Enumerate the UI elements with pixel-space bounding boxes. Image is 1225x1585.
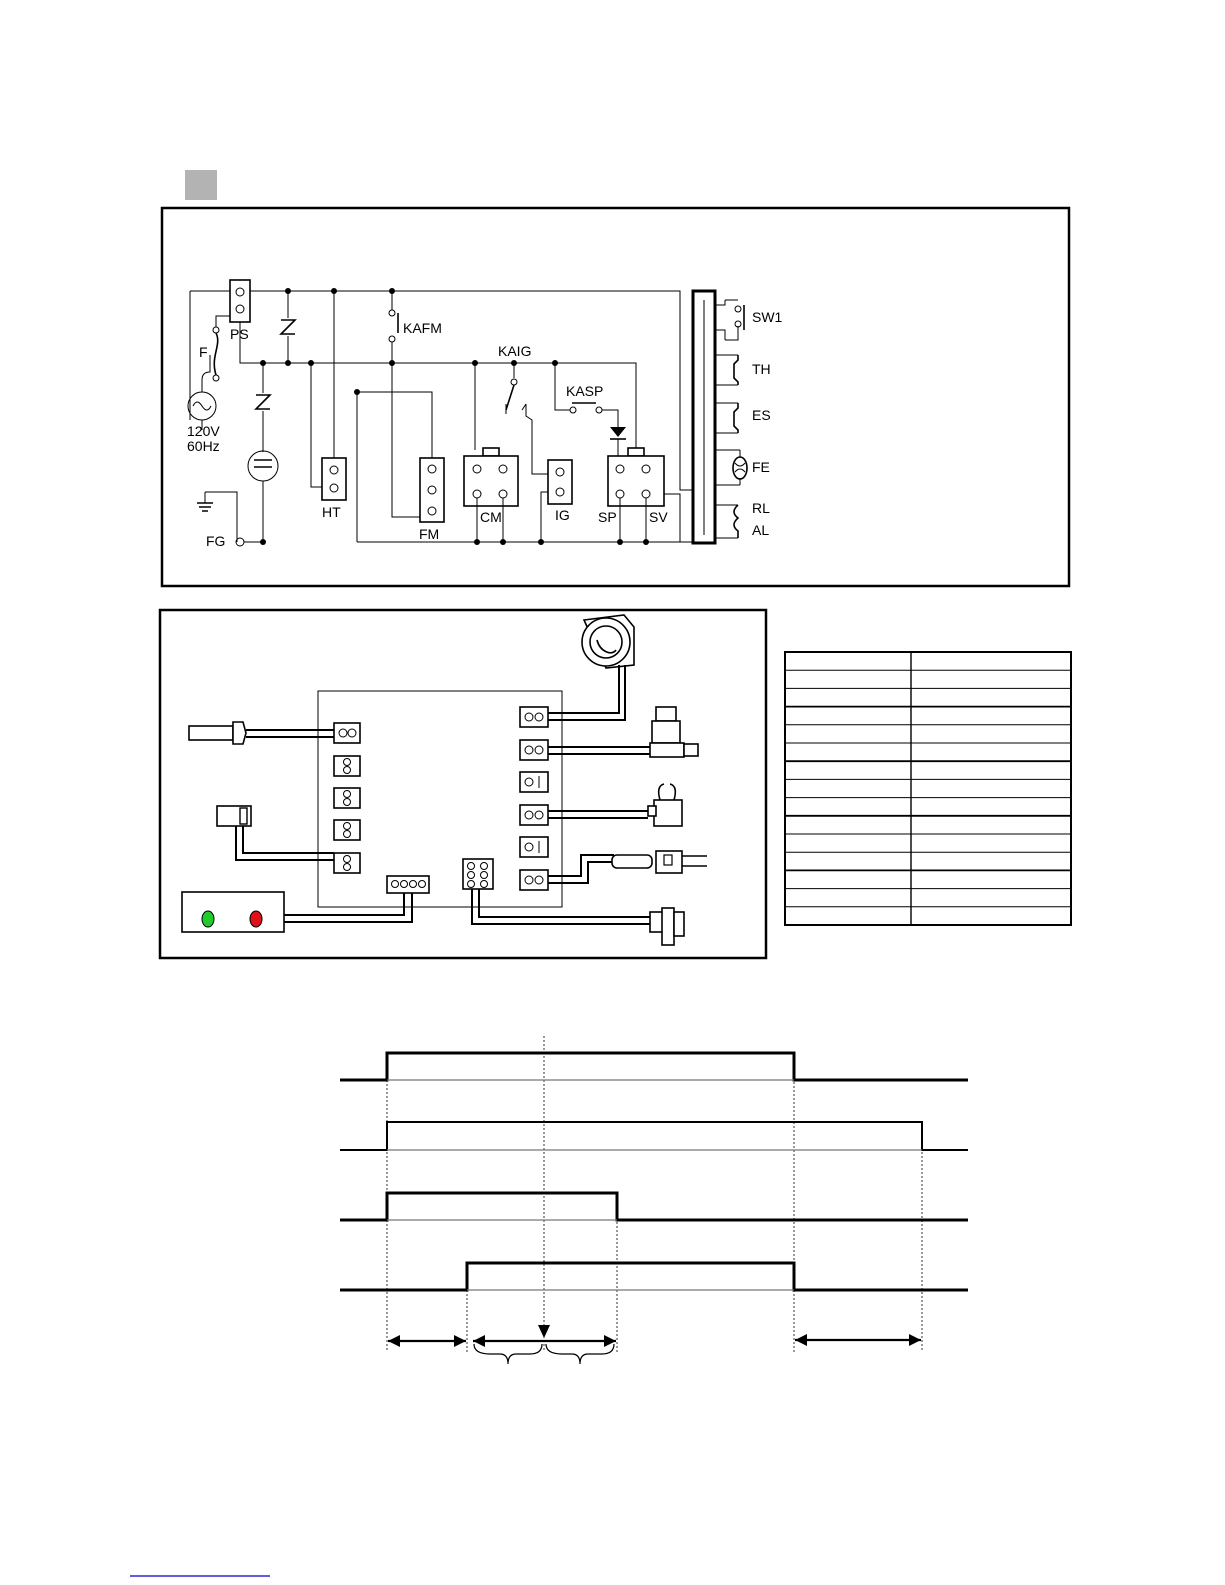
right-connectors [520, 707, 548, 890]
rocker-switch-icon [217, 806, 334, 860]
connector [520, 870, 548, 890]
fuse-icon [213, 327, 219, 381]
timing-marker-arrow [538, 1325, 550, 1338]
igniter-icon [548, 784, 682, 826]
noise-filter-icon [248, 451, 278, 542]
fm-terminal [420, 458, 444, 522]
ig-label: IG [555, 507, 570, 523]
sp-label: SP [598, 509, 617, 525]
led-panel [182, 892, 412, 932]
connector [520, 837, 548, 857]
four-pin-connector [387, 876, 429, 893]
fe-label: FE [752, 459, 770, 475]
power-plug-icon [548, 851, 707, 883]
power-voltage-label: 120V [187, 423, 220, 439]
connector [520, 740, 548, 760]
timing-dimension-arrow [388, 1335, 466, 1347]
section-marker [185, 170, 217, 200]
timing-chart [340, 1036, 968, 1364]
varistor-icon [281, 288, 295, 363]
connector [520, 805, 548, 825]
timing-signal-2 [340, 1122, 968, 1150]
timing-signal-3 [340, 1193, 968, 1220]
connector [334, 723, 360, 743]
fm-label: FM [419, 526, 440, 542]
kafm-label: KAFM [403, 320, 442, 336]
cm-label: CM [480, 509, 502, 525]
solenoid-valve-icon [548, 707, 698, 757]
power-frequency-label: 60Hz [187, 438, 220, 454]
kaig-label: KAIG [498, 343, 532, 359]
connector [334, 788, 360, 808]
ht-terminal [322, 458, 346, 500]
ac-source-icon [188, 392, 216, 420]
al-label: AL [752, 522, 770, 538]
es-sensor-icon [734, 403, 738, 433]
es-label: ES [752, 407, 771, 423]
timing-signal-1 [340, 1053, 968, 1080]
kasp-label: KASP [566, 383, 604, 399]
rl-label: RL [752, 500, 770, 516]
green-led-icon [202, 911, 214, 927]
control-board-bar [693, 291, 715, 543]
fuse-label: F [199, 344, 208, 360]
th-label: TH [752, 361, 771, 377]
ps-label: PS [230, 326, 249, 342]
sw1-switch-icon [725, 300, 744, 340]
connector [520, 772, 548, 792]
fg-label: FG [206, 533, 226, 549]
wiring-pictorial [160, 610, 766, 958]
sv-label: SV [649, 509, 668, 525]
ig-terminal [548, 460, 572, 504]
gas-valve-icon [472, 889, 684, 945]
thermistor-probe-icon [189, 722, 334, 744]
cm-terminal [464, 448, 518, 506]
connector [334, 820, 360, 840]
fe-sensor-icon [733, 450, 747, 485]
wiring-schematic [162, 208, 1069, 586]
timing-dimension-arrow [795, 1334, 921, 1346]
varistor-icon [256, 363, 270, 452]
six-pin-connector [463, 859, 493, 889]
diode-icon [610, 427, 626, 439]
connector [334, 853, 360, 873]
th-sensor-icon [734, 355, 738, 385]
connector [334, 756, 360, 776]
timing-brace [474, 1344, 542, 1364]
left-connectors [334, 723, 360, 873]
timing-brace [546, 1344, 614, 1364]
legend-table [785, 652, 1071, 925]
fan-motor-icon [548, 615, 634, 720]
sp-sv-terminal [608, 448, 664, 506]
sw1-label: SW1 [752, 309, 783, 325]
ht-label: HT [322, 504, 341, 520]
timing-signal-4 [340, 1263, 968, 1290]
rl-al-lamp-icon [734, 505, 738, 538]
connector [520, 707, 548, 727]
schematic-frame [162, 208, 1069, 586]
ps-terminal [230, 280, 250, 322]
red-led-icon [250, 911, 262, 927]
